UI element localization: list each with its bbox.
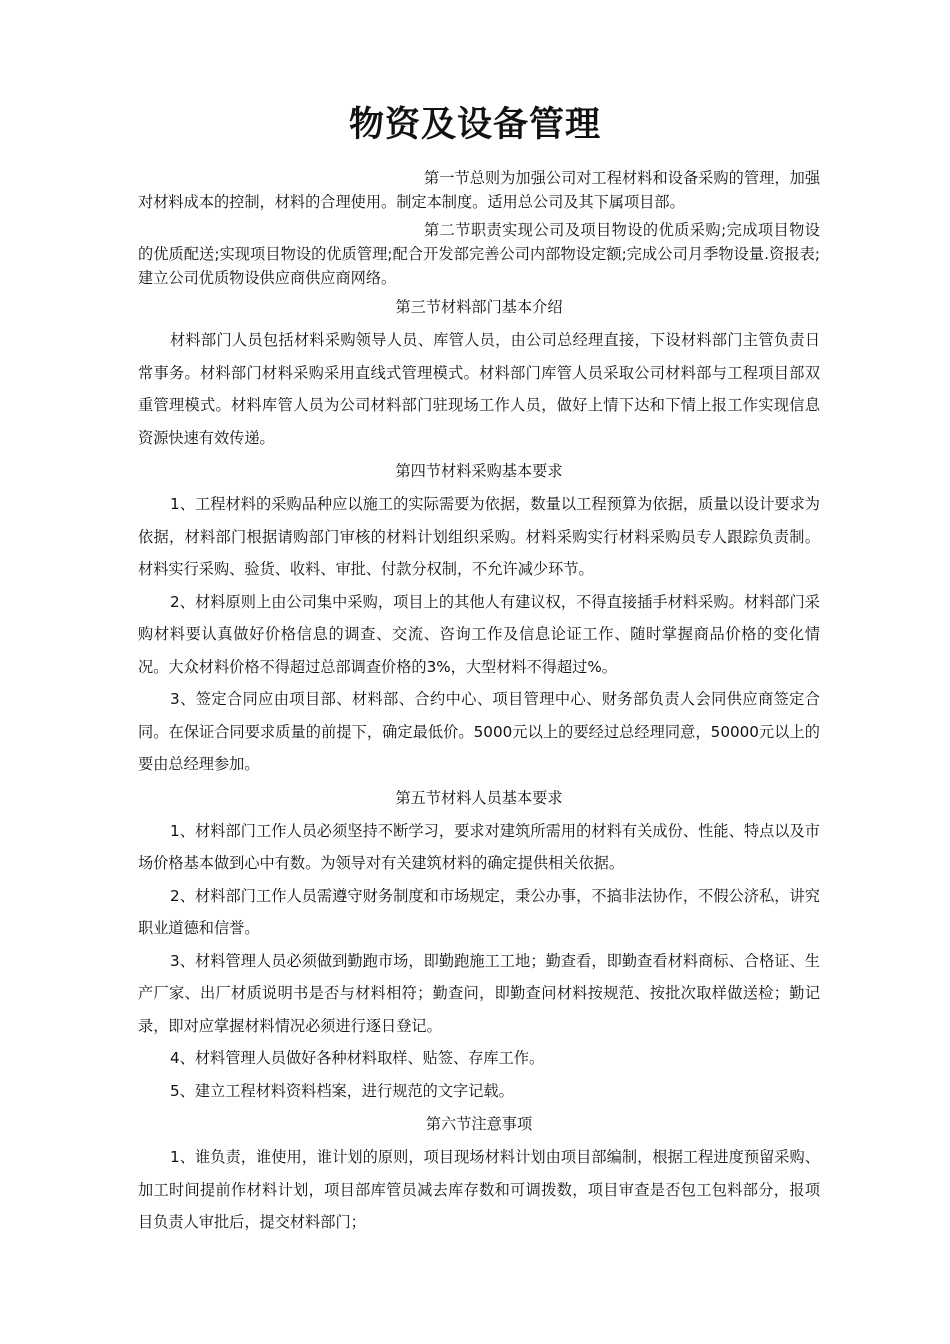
section-5-paragraph-3: 3、材料管理人员必须做到勤跑市场，即勤跑施工工地；勤查看，即勤查看材料商标、合格证、生产厂家、出厂材质说明书是否与材料相符；勤查问，即勤查问材料按规范、按批次取样做送检；勤记录，即对应掌握材料情况必须进行逐日登记。 [138, 951, 820, 1035]
section-4-paragraph-2: 2、材料原则上由公司集中采购，项目上的其他人有建议权，不得直接插手材料采购。材料部门采购材料要认真做好价格信息的调查、交流、咨询工作及信息论证工作、随时掌握商品价格的变化情况。大众材料价格不得超过总部调查价格的3%，大型材料不得超过%。 [138, 592, 820, 676]
section-3-paragraph-1: 材料部门人员包括材料采购领导人员、库管人员，由公司总经理直接，下设材料部门主管负责日常事务。材料部门材料采购采用直线式管理模式。材料部门库管人员采取公司材料部与工程项目部双重管理模式。材料库管人员为公司材料部门驻现场工作人员，做好上情下达和下情上报工作实现信息资源快速有效传递。 [138, 331, 820, 447]
section-4-paragraph-1: 1、工程材料的采购品种应以施工的实际需要为依据，数量以工程预算为依据，质量以设计要求为依据，材料部门根据请购部门审核的材料计划组织采购。材料采购实行材料采购员专人跟踪负责制。材料实行采购、验货、收料、审批、付款分权制，不允许减少环节。 [138, 495, 820, 578]
section-5-paragraph-4: 4、材料管理人员做好各种材料取样、贴签、存库工作。 [170, 1049, 545, 1067]
section-6-paragraph-1: 1、谁负责，谁使用，谁计划的原则，项目现场材料计划由项目部编制，根据工程进度预留采购、加工时间提前作材料计划，项目部库管员减去库存数和可调拨数，项目审查是否包工包料部分，报项目负责人审批后，提交材料部门； [138, 1148, 820, 1231]
section-2-paragraph: 第二节职责实现公司及项目物设的优质采购;完成项目物设的优质配送;实现项目物设的优质管理;配合开发部完善公司内部物设定额;完成公司月季物设量.资报表;建立公司优质物设供应商供应商网络。 [138, 221, 820, 287]
section-5-paragraph-2: 2、材料部门工作人员需遵守财务制度和市场规定，秉公办事，不搞非法协作，不假公济私，讲究职业道德和信誉。 [138, 886, 820, 937]
section-5-paragraph-1: 1、材料部门工作人员必须坚持不断学习，要求对建筑所需用的材料有关成份、性能、特点以及市场价格基本做到心中有数。为领导对有关建筑材料的确定提供相关依据。 [138, 821, 820, 872]
document-body [138, 166, 820, 1239]
section-5-heading: 第五节材料人员基本要求 [395, 788, 563, 807]
document-title: 物资及设备管理 [348, 104, 601, 145]
section-6-heading: 第六节注意事项 [425, 1115, 533, 1133]
section-5-paragraph-5: 5、建立工程材料资料档案，进行规范的文字记载。 [170, 1081, 514, 1100]
section-1-paragraph: 第一节总则为加强公司对工程材料和设备采购的管理，加强对材料成本的控制，材料的合理使用。制定本制度。适用总公司及其下属项目部。 [138, 169, 820, 211]
section-4-paragraph-3: 3、签定合同应由项目部、材料部、合约中心、项目管理中心、财务部负责人会同供应商签定合同。在保证合同要求质量的前提下，确定最低价。5000元以上的要经过总经理同意，50000元以上的要由总经理参加。 [138, 690, 820, 773]
section-3-heading: 第三节材料部门基本介绍 [395, 298, 563, 316]
section-4-heading: 第四节材料采购基本要求 [395, 462, 563, 480]
